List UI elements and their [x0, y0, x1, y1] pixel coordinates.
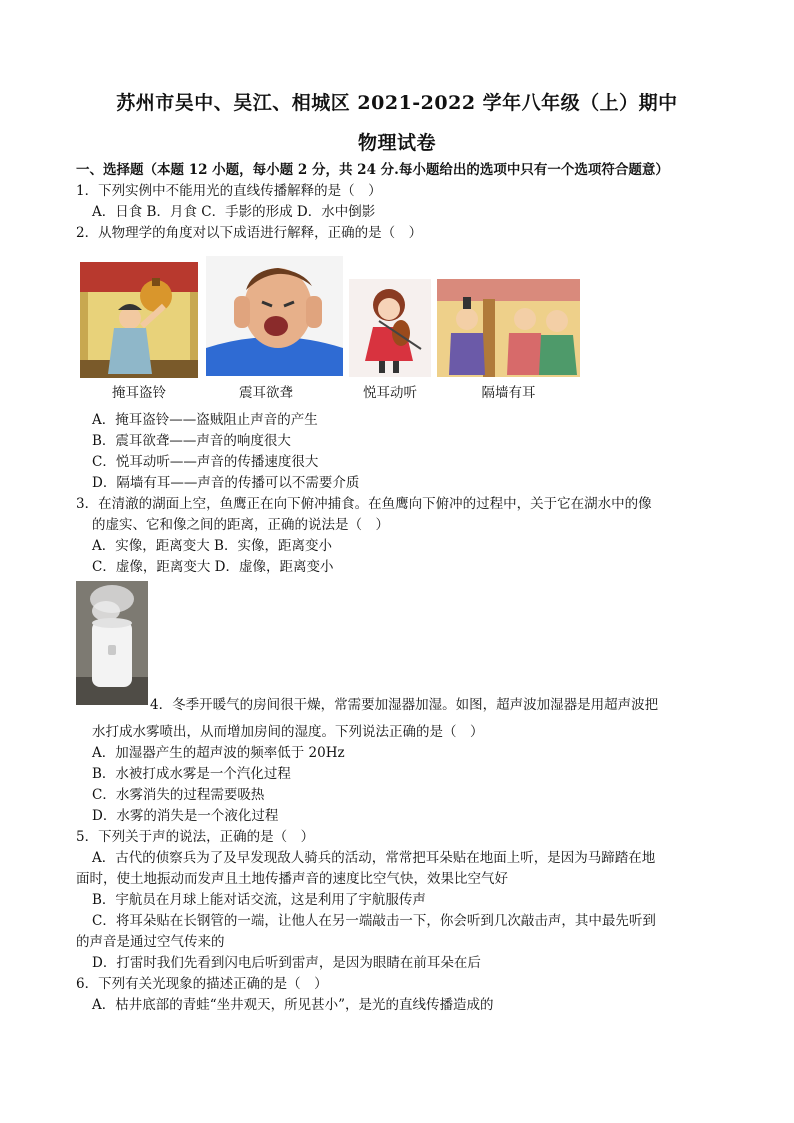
q5-option-d: D．打雷时我们先看到闪电后听到雷声，是因为眼睛在前耳朵在后 — [92, 955, 481, 971]
q2-stem: 2．从物理学的角度对以下成语进行解释，正确的是（ ） — [76, 225, 423, 241]
q4-option-c: C．水雾消失的过程需要吸热 — [92, 787, 265, 803]
q2-option-c: C．悦耳动听——声音的传播速度很大 — [92, 454, 319, 470]
exam-title: 苏州市吴中、吴江、相城区 2021-2022 学年八年级（上）期中 — [116, 92, 678, 114]
q5-option-b: B．宇航员在月球上能对话交流，这是利用了宇航服传声 — [92, 892, 426, 908]
q3-options-cd: C．虚像，距离变大 D．虚像，距离变小 — [92, 559, 334, 575]
q3-options-ab: A．实像，距离变大 B．实像，距离变小 — [92, 538, 332, 554]
q5-option-c-line1: C．将耳朵贴在长钢管的一端，让他人在另一端敲击一下，你会听到几次敲击声，其中最先听到 — [92, 913, 656, 929]
section-heading: 一、选择题（本题 12 小题，每小题 2 分，共 24 分.每小题给出的选项中只有一个选项符合题意） — [76, 162, 669, 178]
exam-subtitle: 物理试卷 — [357, 132, 436, 154]
q5-stem: 5．下列关于声的说法，正确的是（ ） — [76, 829, 315, 845]
photo-humidifier — [76, 581, 148, 705]
caption-pleasant-sound: 悦耳动听 — [363, 385, 417, 401]
q4-stem-line1: 4．冬季开暖气的房间很干燥，常需要加湿器加湿。如图，超声波加湿器是用超声波把 — [150, 697, 659, 713]
illustration-walls-have-ears — [437, 279, 580, 377]
caption-cover-ears-steal-bell: 掩耳盗铃 — [112, 385, 166, 401]
caption-walls-have-ears: 隔墙有耳 — [481, 385, 536, 401]
q4-stem-line2: 水打成水雾喷出，从而增加房间的湿度。下列说法正确的是（ ） — [92, 724, 484, 740]
q1-stem: 1．下列实例中不能用光的直线传播解释的是（ ） — [76, 183, 382, 199]
q4-option-a: A．加湿器产生的超声波的频率低于 20Hz — [92, 745, 345, 761]
q2-option-d: D．隔墙有耳——声音的传播可以不需要介质 — [92, 475, 360, 491]
q3-stem-line2: 的虚实、它和像之间的距离，正确的说法是（ ） — [92, 517, 389, 533]
q5-option-a-line1: A．古代的侦察兵为了及早发现敌人骑兵的活动，常常把耳朵贴在地面上听，是因为马蹄踏在地 — [92, 850, 656, 866]
q6-stem: 6．下列有关光现象的描述正确的是（ ） — [76, 976, 328, 992]
caption-deafening: 震耳欲聋 — [239, 385, 293, 401]
q1-options: A．日食 B．月食 C．手影的形成 D．水中倒影 — [92, 204, 376, 220]
q5-option-a-line2: 面时，使土地振动而发声且土地传播声音的速度比空气快，效果比空气好 — [76, 871, 508, 887]
q3-stem-line1: 3．在清澈的湖面上空，鱼鹰正在向下俯冲捕食。在鱼鹰向下俯冲的过程中，关于它在湖水中的像 — [76, 496, 652, 512]
q5-option-c-line2: 的声音是通过空气传来的 — [76, 934, 225, 950]
q4-option-b: B．水被打成水雾是一个汽化过程 — [92, 766, 291, 782]
photo-boy-covering-ears — [206, 256, 343, 376]
q4-option-d: D．水雾的消失是一个液化过程 — [92, 808, 279, 824]
q6-option-a: A．枯井底部的青蛙“坐井观天，所见甚小”，是光的直线传播造成的 — [92, 997, 494, 1013]
illustration-cover-ears-steal-bell — [80, 262, 198, 378]
illustration-girl-violin — [349, 279, 431, 377]
q2-option-a: A．掩耳盗铃——盗贼阻止声音的产生 — [92, 412, 318, 428]
q2-option-b: B．震耳欲聋——声音的响度很大 — [92, 433, 291, 449]
